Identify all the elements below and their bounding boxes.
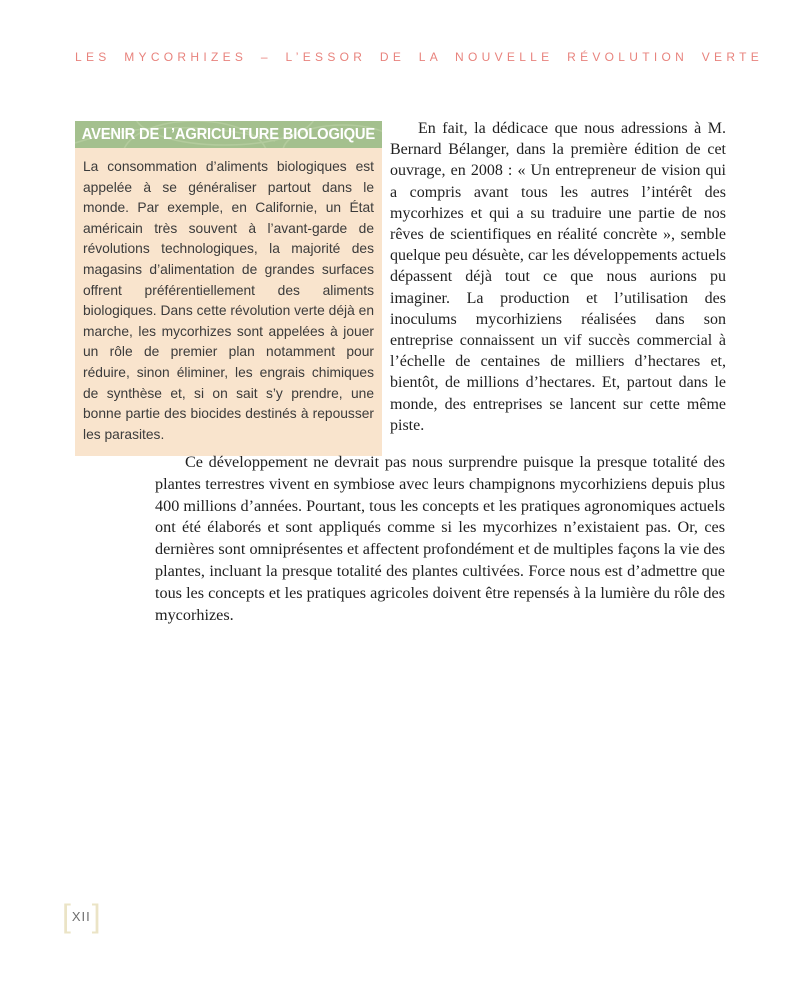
sidebar-title-bar <box>75 121 382 148</box>
paragraph-development: Ce développement ne devrait pas nous surprendre puisque la presque totalité des plantes terrestres vivent en symbiose avec leurs champignons mycorhiziens depuis plus 400 millions d’années. Pourtant, tous les concepts et les pratiques agronomiques actuels ont été élaborés et sont appliqués comme si les mycorhizes n’existaient pas. Or, ces dernières sont omniprésentes et affectent profondément et de multiples façons la vie des plantes, incluant la presque totalité des plantes cultivées. Force nous est d’admettre que tous les concepts et les pratiques agricoles doivent être repensés à la lumière du rôle des mycorhizes. <box>155 453 725 624</box>
sidebar-body-text: La consommation d’aliments biologiques est appelée à se généraliser partout dans le monde. Par exemple, en Californie, un État américain très souvent à l’avant-garde de révolutions technologiques, la majorité des magasins d’alimentation de grandes surfaces offrent préférentiellement des aliments biologiques. Dans cette révolution verte déjà en marche, les mycorhizes sont appelées à jouer un rôle de premier plan notamment pour réduire, sinon éliminer, les engrais chimiques de synthèse et, si on sait s’y prendre, une bonne partie des biocides destinés à repousser les parasites. <box>75 148 382 456</box>
folio-bracket-left: [ <box>62 898 71 934</box>
paragraph-dedication: En fait, la dédicace que nous adressions à M. Bernard Bélanger, dans la première édition de cet ouvrage, en 2008 : « Un entrepreneur de vision qui a compris avant tous les autres l’intérêt des mycorhizes et qui a su traduire une partie de nos rêves de scientifiques en réalité concrète », semble quelque peu désuète, car les développements actuels dépassent déjà tout ce que nous aurions pu imaginer. La production et l’utilisation des inoculums mycorhiziens réalisées dans son entreprise connaissent un vif succès commercial à l’échelle de centaines de milliers d’hectares et, bientôt, de millions d’hectares. Et, partout dans le monde, des entreprises se lancent sur cette même piste. <box>390 120 726 434</box>
main-column <box>390 118 726 436</box>
page-number: XII <box>71 908 91 924</box>
running-head: LES MYCORHIZES – L’ESSOR DE LA NOUVELLE RÉVOLUTION VERTE <box>75 50 764 64</box>
sidebar-callout <box>75 121 382 456</box>
folio-bracket-right: ] <box>91 898 101 934</box>
page-number-badge <box>62 900 101 932</box>
sidebar-title: AVENIR DE L’AGRICULTURE BIOLOGIQUE <box>81 125 376 143</box>
